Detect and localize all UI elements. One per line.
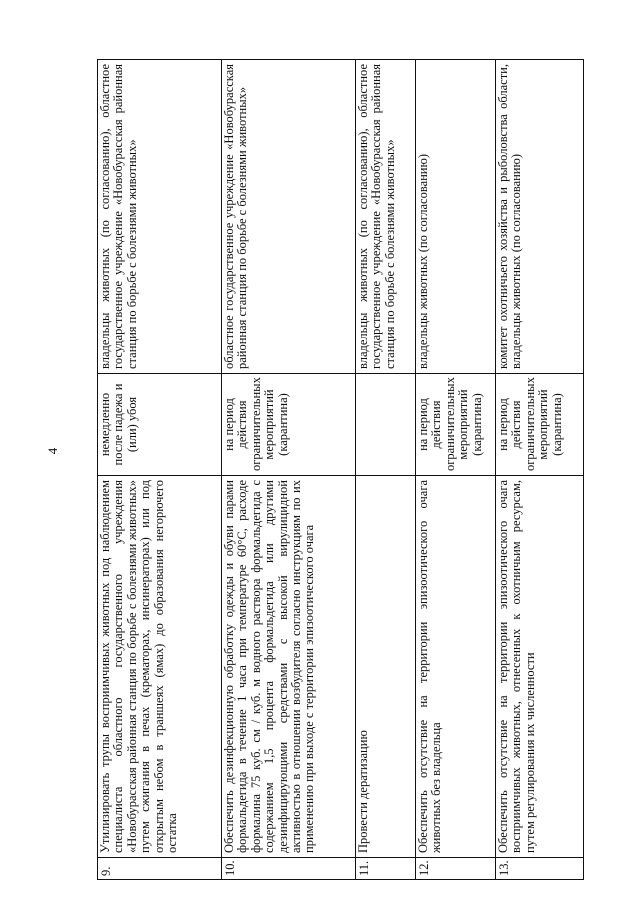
row-number: 12. [416,858,496,880]
responsible-cell: владельцы животных (по согласованию), областное государственное учреждение «Новобурасская районная станция по борьбе с болезнями животных» [98,60,222,374]
measure-cell: Утилизировать трупы восприимчивых животных под наблюдением специалиста областного государственного учреждения «Новобурасская районная станция по борьбе с болезнями животных» путем сжигания в печах (крематорах, инсинераторах) или под открытым небом в траншеях (ямах) до образования негорючего остатка [98,476,222,858]
table-row [356,60,416,880]
measure-cell: Обеспечить дезинфекционную обработку одежды и обуви парами формальдегида в течение 1 часа при температуре 60°С, расходе формалина 75 куб. см / куб. м водного раствора формальдегида с содержанием 1,5 процента формальдегида или другими дезинфицирующими средствами с высокой вирулицидной активностью в отношении возбудителя согласно инструкциям по их применению при выходе с территории эпизоотического очага [222,476,356,858]
measure-cell: Провести дератизацию [356,476,416,858]
table-row [416,60,496,880]
deadline-cell [356,374,416,476]
row-number: 9. [98,858,222,880]
table-row [98,60,222,880]
row-number: 10. [222,858,356,880]
deadline-cell: на период действия ограничительных мероприятий (карантина) [416,374,496,476]
responsible-cell: владельцы животных (по согласованию), областное государственное учреждение «Новобурасская районная станция по борьбе с болезнями животных» [356,60,416,374]
measure-cell: Обеспечить отсутствие на территории эпизоотического очага животных без владельца [416,476,496,858]
page-number: 4 [45,447,60,455]
responsible-cell: областное государственное учреждение «Новобурасская районная станция по борьбе с болезнями животных» [222,60,356,374]
row-number: 11. [356,858,416,880]
table-row [222,60,356,880]
table-row [496,60,584,880]
rotated-page-content [97,60,583,880]
deadline-cell: на период действия ограничительных мероприятий (карантина) [496,374,584,476]
measure-cell: Обеспечить отсутствие на территории эпизоотического очага восприимчивых животных, отнесенных к охотничьим ресурсам, путем регулирования их численности [496,476,584,858]
deadline-cell: на период действия ограничительных мероприятий (карантина) [222,374,356,476]
row-number: 13. [496,858,584,880]
responsible-cell: комитет охотничьего хозяйства и рыболовства области, владельцы животных (по согласованию) [496,60,584,374]
responsible-cell: владельцы животных (по согласованию) [416,60,496,374]
measures-table [97,59,584,880]
deadline-cell: немедленно после падежа и (или) убоя [98,374,222,476]
